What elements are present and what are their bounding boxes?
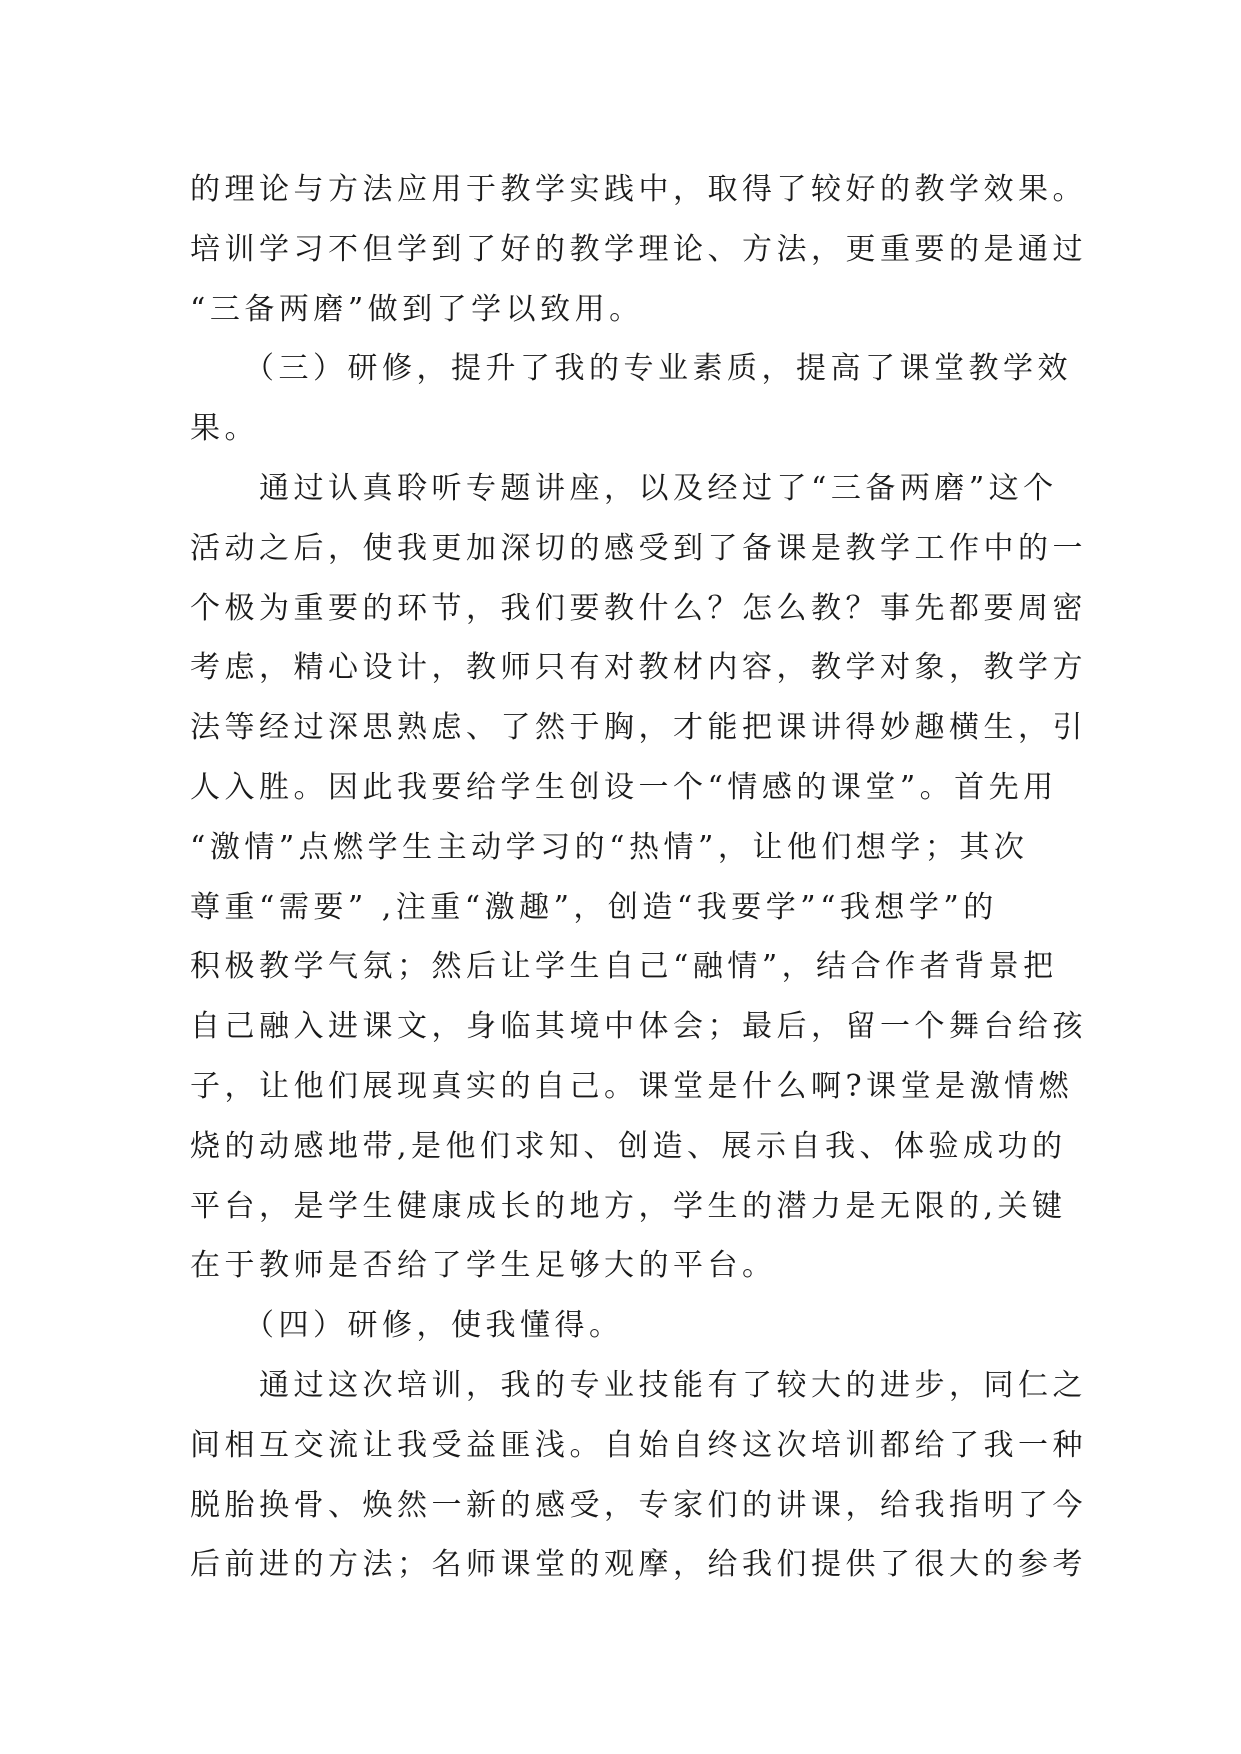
text-line: 子，让他们展现真实的自己。课堂是什么啊?课堂是激情燃 — [190, 1068, 1074, 1104]
text-line: 积极教学气氛；然后让学生自己“融情”，结合作者背景把 — [190, 949, 1058, 985]
section-heading-4: （四）研修，使我懂得。 — [190, 1308, 624, 1344]
text-line: 自己融入进课文，身临其境中体会；最后，留一个舞台给孩 — [190, 1009, 1087, 1045]
text-line: 果。 — [190, 411, 259, 447]
section-heading-3: （三）研修，提升了我的专业素质，提高了课堂教学效 — [190, 351, 1072, 387]
text-line: 通过这次培训，我的专业技能有了较大的进步，同仁之 — [190, 1367, 1087, 1403]
text-line: 考虑，精心设计，教师只有对教材内容，教学对象，教学方 — [190, 650, 1087, 686]
text-line: 在于教师是否给了学生足够大的平台。 — [190, 1248, 777, 1284]
text-line: 个极为重要的环节，我们要教什么？怎么教？事先都要周密 — [190, 590, 1087, 626]
text-line: 活动之后，使我更加深切的感受到了备课是教学工作中的一 — [190, 530, 1087, 566]
body-text — [190, 160, 1087, 1595]
text-line: “三备两磨”做到了学以致用。 — [190, 291, 644, 327]
text-line: 平台，是学生健康成长的地方，学生的潜力是无限的,关键 — [190, 1188, 1067, 1224]
text-line: 的理论与方法应用于教学实践中，取得了较好的教学效果。 — [190, 172, 1087, 207]
text-line: 尊重“需要” ,注重“激趣”，创造“我要学”“我想学”的 — [190, 889, 998, 925]
text-line: 烧的动感地带,是他们求知、创造、展示自我、体验成功的 — [190, 1128, 1067, 1164]
text-line: 后前进的方法；名师课堂的观摩，给我们提供了很大的参考 — [190, 1547, 1087, 1583]
text-line: 人入胜。因此我要给学生创设一个“情感的课堂”。首先用 — [190, 769, 1058, 805]
text-line: “激情”点燃学生主动学习的“热情”，让他们想学；其次 — [190, 829, 1029, 865]
text-line: 间相互交流让我受益匪浅。自始自终这次培训都给了我一种 — [190, 1427, 1087, 1463]
text-line: 脱胎换骨、焕然一新的感受，专家们的讲课，给我指明了今 — [190, 1487, 1087, 1523]
text-line: 法等经过深思熟虑、了然于胸，才能把课讲得妙趣横生，引 — [190, 710, 1087, 746]
text-line: 通过认真聆听专题讲座，以及经过了“三备两磨”这个 — [190, 470, 1058, 506]
text-line: 培训学习不但学到了好的教学理论、方法，更重要的是通过 — [190, 231, 1087, 267]
